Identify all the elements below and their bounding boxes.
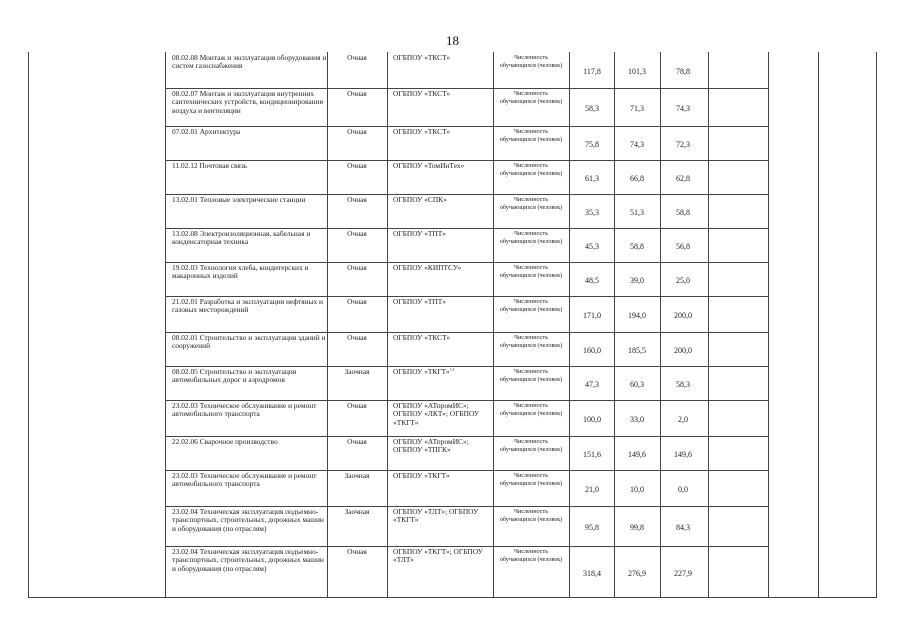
- indicator-cell: Численность обучающихся (человек): [499, 438, 563, 454]
- institution-cell: [393, 54, 489, 87]
- table-row-rule: [165, 470, 768, 471]
- institution-cell: [393, 508, 489, 545]
- specialty-cell: 08.02.08 Монтаж и эксплуатация оборудования и систем газоснабжения: [172, 54, 327, 71]
- institution-cell: [393, 472, 489, 505]
- education-form-cell: Очная: [347, 298, 367, 306]
- table-row-rule: [165, 400, 768, 401]
- value-cell-year-1: 48,5: [585, 276, 599, 285]
- education-form-cell: Заочная: [344, 472, 370, 480]
- table-vertical-rule: [876, 52, 877, 598]
- institution-name: ОГБПОУ «АТпромИС»; ОГБПОУ «ТПГК»: [393, 438, 469, 455]
- value-cell-year-2: 58,8: [630, 242, 644, 251]
- table-bottom-rule: [28, 597, 876, 598]
- institution-name: ОГБПОУ «ТомИнТех»: [393, 162, 465, 170]
- value-cell-year-1: 45,3: [585, 242, 599, 251]
- value-cell-year-3: 200,0: [674, 346, 692, 355]
- indicator-cell: Численность обучающихся (человек): [499, 264, 563, 280]
- value-cell-year-2: 99,8: [630, 523, 644, 532]
- value-cell-year-1: 100,0: [583, 415, 601, 424]
- table-row-rule: [165, 262, 768, 263]
- education-form-cell: Очная: [347, 334, 367, 342]
- value-cell-year-2: 33,0: [630, 415, 644, 424]
- institution-cell: [393, 368, 489, 399]
- institution-name: ОГБПОУ «СПК»: [393, 196, 447, 204]
- specialty-cell: 19.02.03 Технология хлеба, кондитерских и макаронных изделий: [172, 264, 309, 281]
- table-vertical-rule: [28, 52, 29, 598]
- institution-name: ОГБПОУ «ТКСТ»: [393, 128, 451, 136]
- value-cell-year-2: 276,9: [628, 569, 646, 578]
- institution-cell: [393, 162, 489, 193]
- education-form-cell: Очная: [347, 54, 367, 62]
- table-vertical-rule: [569, 52, 570, 598]
- table-vertical-rule: [165, 52, 166, 598]
- education-form-cell: Очная: [347, 264, 367, 272]
- table-row-rule: [165, 332, 768, 333]
- institution-name: ОГБПОУ «ТКГТ»; ОГБПОУ «ТЛТ»: [393, 548, 483, 565]
- institution-cell: [393, 298, 489, 331]
- indicator-cell: Численность обучающихся (человек): [499, 54, 563, 70]
- institution-cell: [393, 264, 489, 295]
- institution-cell: [393, 334, 489, 365]
- value-cell-year-1: 318,4: [583, 569, 601, 578]
- institution-cell: [393, 90, 489, 125]
- indicator-cell: Численность обучающихся (человек): [499, 548, 563, 564]
- institution-name: ОГБПОУ «ТПТ»: [393, 230, 446, 238]
- indicator-cell: Численность обучающихся (человек): [499, 472, 563, 488]
- institution-cell: [393, 548, 489, 597]
- value-cell-year-2: 194,0: [628, 311, 646, 320]
- indicator-cell: Численность обучающихся (человек): [499, 230, 563, 246]
- table-row-rule: [165, 194, 768, 195]
- institution-name: ОГБПОУ «ТКГТ»: [393, 368, 450, 376]
- value-cell-year-1: 35,3: [585, 208, 599, 217]
- value-cell-year-2: 60,3: [630, 380, 644, 389]
- specialty-cell: 23.02.04 Техническая эксплуатация подъемно-транспортных, строительных, дорожных машин и оборудования (по отраслям): [172, 508, 324, 533]
- institution-cell: [393, 438, 489, 469]
- table-row-rule: [165, 296, 768, 297]
- specialty-cell: 08.02.05 Строительство и эксплуатация автомобильных дорог и аэродромов: [172, 368, 297, 385]
- institution-name: ОГБПОУ «ТЛТ»; ОГБПОУ «ТКГТ»: [393, 508, 479, 525]
- value-cell-year-1: 151,6: [583, 450, 601, 459]
- value-cell-year-2: 101,3: [628, 67, 646, 76]
- value-cell-year-1: 58,3: [585, 104, 599, 113]
- value-cell-year-1: 171,0: [583, 311, 601, 320]
- table-row-rule: [165, 228, 768, 229]
- education-form-cell: Очная: [347, 128, 367, 136]
- indicator-cell: Численность обучающихся (человек): [499, 334, 563, 350]
- education-form-cell: Очная: [347, 548, 367, 556]
- indicator-cell: Численность обучающихся (человек): [499, 298, 563, 314]
- institution-name: ОГБПОУ «ТПТ»: [393, 298, 446, 306]
- value-cell-year-3: 78,8: [676, 67, 690, 76]
- table-vertical-rule: [614, 52, 615, 598]
- value-cell-year-1: 47,3: [585, 380, 599, 389]
- table-vertical-rule: [660, 52, 661, 598]
- indicator-cell: Численность обучающихся (человек): [499, 196, 563, 212]
- institution-name: ОГБПОУ «АТпромИС»; ОГБПОУ «ЛКТ»; ОГБПОУ «ТКГТ»: [393, 402, 480, 427]
- value-cell-year-2: 10,0: [630, 485, 644, 494]
- footnote-marker: 11: [449, 368, 455, 373]
- institution-name: ОГБПОУ «ТКСТ»: [393, 334, 451, 342]
- value-cell-year-3: 25,0: [676, 276, 690, 285]
- value-cell-year-3: 56,8: [676, 242, 690, 251]
- institution-name: ОГБПОУ «ТКСТ»: [393, 54, 451, 62]
- value-cell-year-1: 21,0: [585, 485, 599, 494]
- value-cell-year-1: 160,0: [583, 346, 601, 355]
- table-vertical-rule: [818, 52, 819, 598]
- institution-name: ОГБПОУ «ТКГТ»: [393, 472, 450, 480]
- specialty-cell: 23.02.03 Техническое обслуживание и ремонт автомобильного транспорта: [172, 402, 317, 419]
- education-form-cell: Очная: [347, 90, 367, 98]
- value-cell-year-2: 66,8: [630, 174, 644, 183]
- value-cell-year-2: 71,3: [630, 104, 644, 113]
- value-cell-year-2: 74,3: [630, 140, 644, 149]
- specialty-cell: 21.02.01 Разработка и эксплуатация нефтяных и газовых месторождений: [172, 298, 324, 315]
- table-row-rule: [165, 88, 768, 89]
- value-cell-year-1: 117,8: [583, 67, 601, 76]
- institution-name: ОГБПОУ «ТКСТ»: [393, 90, 451, 98]
- value-cell-year-2: 51,3: [630, 208, 644, 217]
- value-cell-year-3: 58,8: [676, 208, 690, 217]
- institution-cell: [393, 128, 489, 159]
- specialty-cell: 11.02.12 Почтовая связь: [172, 162, 248, 170]
- institution-cell: [393, 402, 489, 435]
- value-cell-year-3: 200,0: [674, 311, 692, 320]
- institution-name: ОГБПОУ «КИПТСУ»: [393, 264, 462, 272]
- education-form-cell: Заочная: [344, 508, 370, 516]
- table-vertical-rule: [493, 52, 494, 598]
- table-row-rule: [165, 366, 768, 367]
- indicator-cell: Численность обучающихся (человек): [499, 128, 563, 144]
- specialty-cell: 08.02.01 Строительство и эксплуатация зданий и сооружений: [172, 334, 326, 351]
- specialty-cell: 08.02.07 Монтаж и эксплуатация внутренних сантехнических устройств, кондиционирования воздуха и вентиляции: [172, 90, 323, 115]
- education-form-cell: Заочная: [344, 368, 370, 376]
- indicator-cell: Численность обучающихся (человек): [499, 162, 563, 178]
- value-cell-year-2: 149,6: [628, 450, 646, 459]
- table-row-rule: [165, 546, 768, 547]
- value-cell-year-1: 75,8: [585, 140, 599, 149]
- specialty-cell: 13.02.01 Тепловые электрические станции: [172, 196, 306, 204]
- specialty-cell: 13.02.08 Электроизоляционная, кабельная и конденсаторная техника: [172, 230, 311, 247]
- value-cell-year-3: 58,3: [676, 380, 690, 389]
- indicator-cell: Численность обучающихся (человек): [499, 368, 563, 384]
- table-vertical-rule: [387, 52, 388, 598]
- table-row-rule: [165, 506, 768, 507]
- education-form-cell: Очная: [347, 162, 367, 170]
- table-row-rule: [165, 126, 768, 127]
- education-form-cell: Очная: [347, 230, 367, 238]
- value-cell-year-3: 2,0: [678, 415, 688, 424]
- value-cell-year-3: 84,3: [676, 523, 690, 532]
- education-form-cell: Очная: [347, 438, 367, 446]
- specialty-cell: 22.02.06 Сварочное производство: [172, 438, 278, 446]
- value-cell-year-1: 95,8: [585, 523, 599, 532]
- indicator-cell: Численность обучающихся (человек): [499, 90, 563, 106]
- table-vertical-rule: [708, 52, 709, 598]
- value-cell-year-3: 227,9: [674, 569, 692, 578]
- page-number: 18: [446, 33, 459, 48]
- table-row-rule: [165, 436, 768, 437]
- indicator-cell: Численность обучающихся (человек): [499, 402, 563, 418]
- value-cell-year-3: 149,6: [674, 450, 692, 459]
- table-row-rule: [165, 160, 768, 161]
- education-form-cell: Очная: [347, 402, 367, 410]
- value-cell-year-2: 185,5: [628, 346, 646, 355]
- specialty-cell: 07.02.01 Архитектура: [172, 128, 241, 136]
- value-cell-year-3: 74,3: [676, 104, 690, 113]
- value-cell-year-1: 61,3: [585, 174, 599, 183]
- table-vertical-rule: [768, 52, 769, 598]
- value-cell-year-2: 39,0: [630, 276, 644, 285]
- indicator-cell: Численность обучающихся (человек): [499, 508, 563, 524]
- specialty-cell: 23.02.04 Техническая эксплуатация подъемно-транспортных, строительных, дорожных машин и оборудования (по отраслям): [172, 548, 324, 573]
- value-cell-year-3: 62,8: [676, 174, 690, 183]
- specialty-cell: 23.02.03 Техническое обслуживание и ремонт автомобильного транспорта: [172, 472, 317, 489]
- value-cell-year-3: 72,3: [676, 140, 690, 149]
- education-form-cell: Очная: [347, 196, 367, 204]
- institution-cell: [393, 230, 489, 261]
- institution-cell: [393, 196, 489, 227]
- value-cell-year-3: 0,0: [678, 485, 688, 494]
